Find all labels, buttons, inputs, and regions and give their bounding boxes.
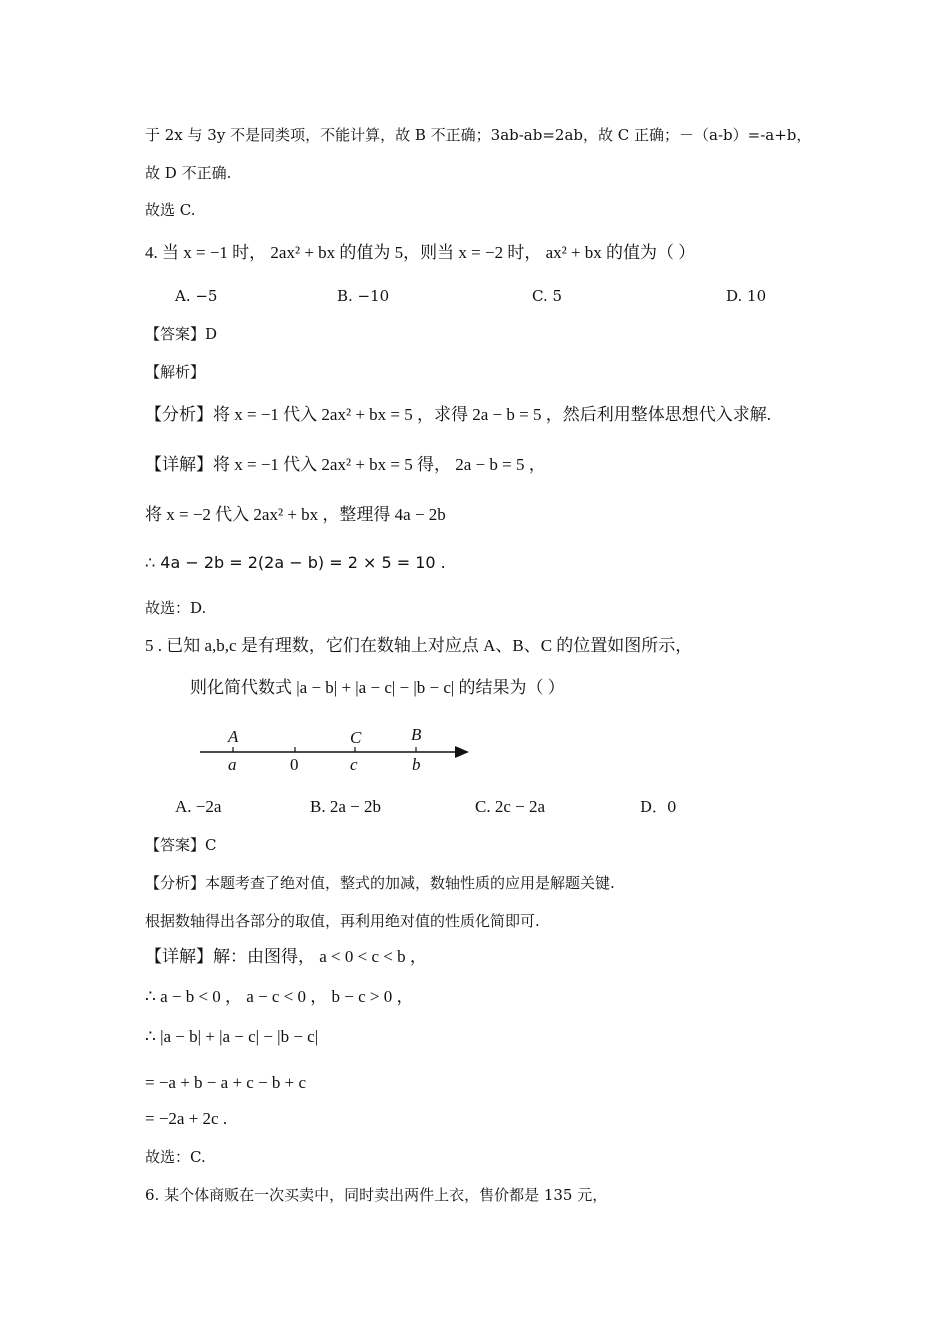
q5-analysis-2: 根据数轴得出各部分的取值，再利用绝对值的性质化简即可. [145,912,540,930]
question-5-sub: 则化简代数式 |a − b| + |a − c| − |b − c| 的结果为（ ） [190,678,565,697]
q5-choice: 故选：C. [145,1148,206,1166]
text-line-3: 故选 C. [145,201,196,219]
q4-choice: 故选：D. [145,599,207,617]
question-4: 4. 当 x = −1 时， 2ax² + bx 的值为 5，则当 x = −2 时， ax² + bx 的值为（ ） [145,243,696,262]
q5-step-2: ∴ |a − b| + |a − c| − |b − c| [145,1027,319,1046]
q5-detail: 【详解】解：由图得， a < 0 < c < b ， [145,947,427,966]
label-value-zero: 0 [290,755,299,774]
q5-step-4: = −2a + 2c . [145,1109,228,1128]
label-point-A: A [228,727,239,746]
q4-option-a: A. −5 [175,287,218,305]
q4-step-2: 将 x = −2 代入 2ax² + bx ，整理得 4a − 2b [145,505,446,524]
q4-option-c: C. 5 [532,287,563,305]
label-point-C: C [350,728,362,747]
q4-option-d: D. 10 [726,287,767,305]
q4-answer: 【答案】D [145,325,218,343]
q5-option-b: B. 2a − 2b [310,797,381,816]
label-point-B: B [411,725,422,744]
q5-option-c: C. 2c − 2a [475,797,546,816]
q4-step-3: ∴ 4a − 2b = 2(2a − b) = 2 × 5 = 10 . [145,553,446,572]
q5-analysis: 【分析】本题考查了绝对值，整式的加减，数轴性质的应用是解题关键. [145,874,615,892]
question-6: 6. 某个体商贩在一次买卖中，同时卖出两件上衣，售价都是 135 元， [145,1186,608,1204]
number-line-figure [195,722,485,780]
question-5: 5 . 已知 a,b,c 是有理数，它们在数轴上对应点 A、B、C 的位置如图所示， [145,636,693,655]
label-value-c: c [350,755,358,774]
q5-step-3: = −a + b − a + c − b + c [145,1073,307,1092]
q5-option-a: A. −2a [175,797,222,816]
text-line-1: 于 2x 与 3y 不是同类项，不能计算，故 B 不正确；3ab-ab=2ab，故 C 正确；－（a-b）=-a+b， [145,126,812,144]
q4-jiexi: 【解析】 [145,363,206,381]
q4-detail: 【详解】将 x = −1 代入 2ax² + bx = 5 得， 2a − b = 5 ， [145,455,546,474]
q5-step-1: ∴ a − b < 0 ， a − c < 0 ， b − c > 0 ， [145,987,414,1006]
q4-analysis: 【分析】将 x = −1 代入 2ax² + bx = 5 ，求得 2a − b = 5 ，然后利用整体思想代入求解. [145,405,771,424]
label-value-b: b [412,755,421,774]
q5-option-d: D．0 [640,798,677,816]
text-line-2: 故 D 不正确. [145,164,232,182]
q5-answer: 【答案】C [145,836,217,854]
q4-option-b: B. −10 [337,287,390,305]
number-line-arrow [455,746,469,758]
label-value-a: a [228,755,237,774]
